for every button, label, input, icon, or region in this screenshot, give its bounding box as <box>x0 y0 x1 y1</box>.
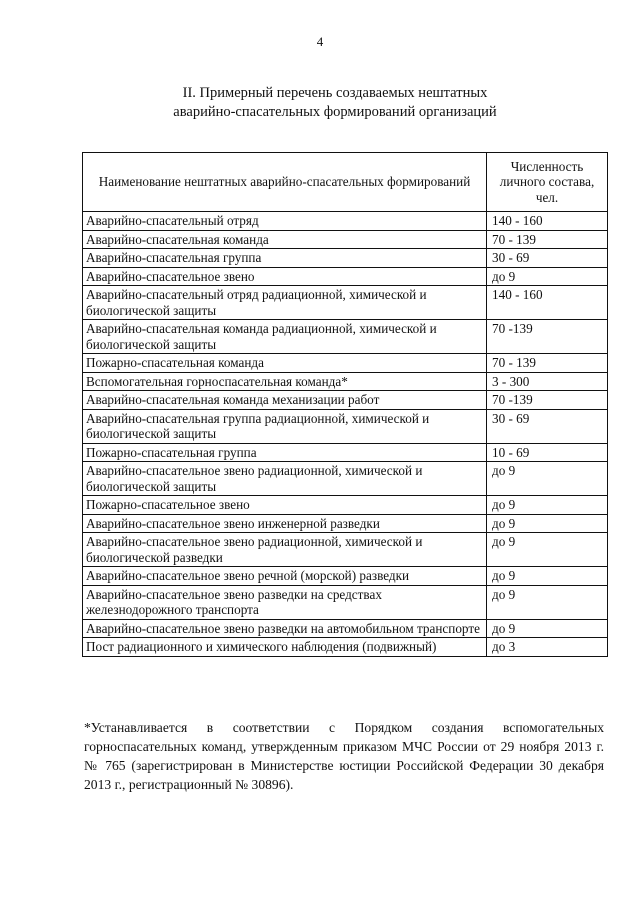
table-header-row <box>83 153 608 212</box>
row-name: Аварийно-спасательный отряд радиационной, химической и биологической защиты <box>83 286 487 320</box>
row-count: 30 - 69 <box>487 249 608 268</box>
formations-table <box>82 152 608 657</box>
table-row <box>83 372 608 391</box>
table-row <box>83 212 608 231</box>
row-name: Аварийно-спасательное звено разведки на средствах железнодорожного транспорта <box>83 585 487 619</box>
row-name: Аварийно-спасательная команда радиационной, химической и биологической защиты <box>83 320 487 354</box>
table-row <box>83 230 608 249</box>
row-count: 3 - 300 <box>487 372 608 391</box>
row-count: до 9 <box>487 514 608 533</box>
row-name: Аварийно-спасательная команда механизации работ <box>83 391 487 410</box>
row-name: Аварийно-спасательное звено инженерной разведки <box>83 514 487 533</box>
table-row <box>83 286 608 320</box>
row-name: Аварийно-спасательная группа <box>83 249 487 268</box>
table-row <box>83 320 608 354</box>
row-count: до 9 <box>487 462 608 496</box>
table-row <box>83 391 608 410</box>
row-name: Вспомогательная горноспасательная команда* <box>83 372 487 391</box>
table-row <box>83 533 608 567</box>
row-count: до 9 <box>487 585 608 619</box>
table-row <box>83 249 608 268</box>
table-row <box>83 409 608 443</box>
row-count: 70 -139 <box>487 391 608 410</box>
section-title <box>120 84 550 122</box>
header-count: Численность личного состава, чел. <box>487 153 608 212</box>
row-count: до 9 <box>487 567 608 586</box>
row-name: Аварийно-спасательная группа радиационной, химической и биологической защиты <box>83 409 487 443</box>
row-count: 140 - 160 <box>487 212 608 231</box>
row-name: Аварийно-спасательное звено разведки на автомобильном транспорте <box>83 619 487 638</box>
table-row <box>83 514 608 533</box>
row-name: Пожарно-спасательная команда <box>83 354 487 373</box>
row-count: 70 - 139 <box>487 230 608 249</box>
footnote-text: *Устанавливается в соответствии с Порядком создания вспомогательных горноспасательных команд, утвержденным приказом МЧС России от 29 ноября 2013 г. № 765 (зарегистрирован в Министерстве юстиции Российской Федерации 30 декабря 2013 г., регистрационный № 30896). <box>84 720 604 792</box>
row-count: 30 - 69 <box>487 409 608 443</box>
row-count: до 9 <box>487 533 608 567</box>
table-row <box>83 267 608 286</box>
row-count: 70 - 139 <box>487 354 608 373</box>
table-row <box>83 354 608 373</box>
row-count: до 9 <box>487 496 608 515</box>
table-row <box>83 619 608 638</box>
table-row <box>83 585 608 619</box>
table-row <box>83 567 608 586</box>
row-count: 10 - 69 <box>487 443 608 462</box>
row-count: 70 -139 <box>487 320 608 354</box>
row-name: Пожарно-спасательная группа <box>83 443 487 462</box>
row-name: Аварийно-спасательный отряд <box>83 212 487 231</box>
table-row <box>83 443 608 462</box>
row-name: Аварийно-спасательное звено радиационной, химической и биологической защиты <box>83 462 487 496</box>
table-body <box>83 212 608 657</box>
table-row <box>83 462 608 496</box>
row-count: 140 - 160 <box>487 286 608 320</box>
table-row <box>83 638 608 657</box>
section-title-line-2: аварийно-спасательных формирований организаций <box>173 104 497 120</box>
footnote <box>84 718 604 794</box>
row-name: Пожарно-спасательное звено <box>83 496 487 515</box>
page-number: 4 <box>316 34 324 49</box>
section-title-line-1: II. Примерный перечень создаваемых нештатных <box>182 85 488 101</box>
row-name: Пост радиационного и химического наблюдения (подвижный) <box>83 638 487 657</box>
table-row <box>83 496 608 515</box>
header-name: Наименование нештатных аварийно-спасательных формирований <box>83 153 487 212</box>
row-name: Аварийно-спасательное звено речной (морской) разведки <box>83 567 487 586</box>
row-name: Аварийно-спасательная команда <box>83 230 487 249</box>
row-name: Аварийно-спасательное звено <box>83 267 487 286</box>
row-name: Аварийно-спасательное звено радиационной, химической и биологической разведки <box>83 533 487 567</box>
row-count: до 9 <box>487 619 608 638</box>
row-count: до 3 <box>487 638 608 657</box>
row-count: до 9 <box>487 267 608 286</box>
